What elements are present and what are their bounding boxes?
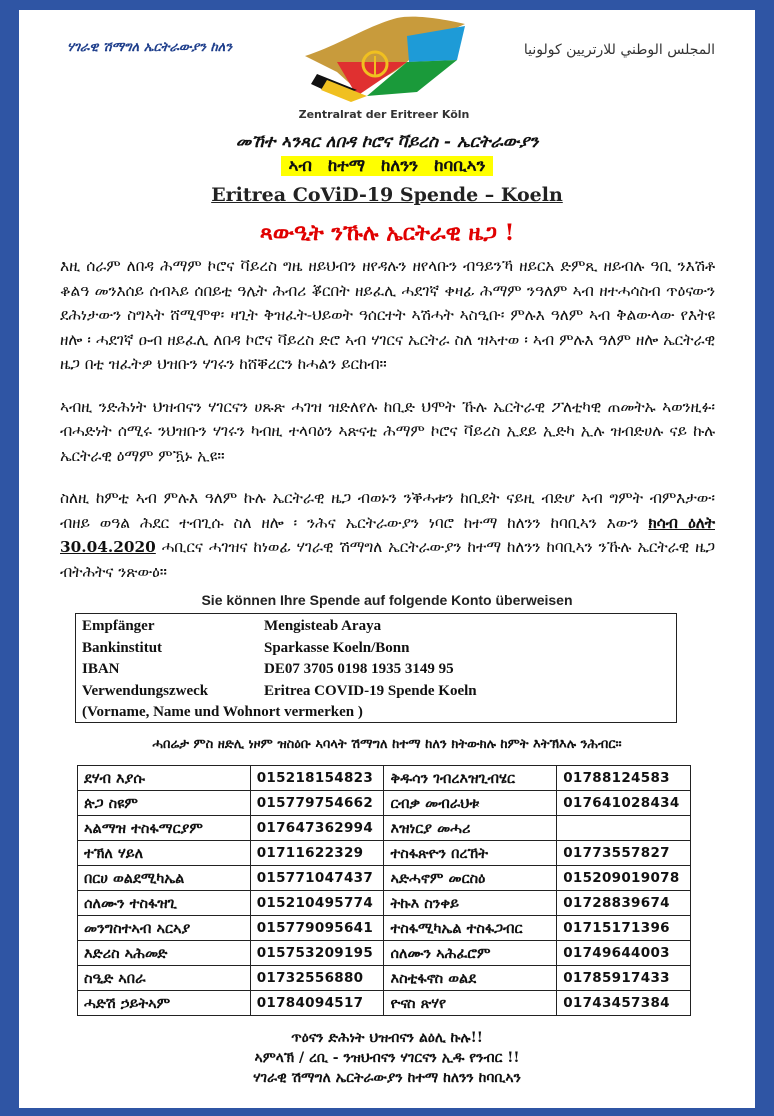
contact-name: ተስፋጽዮን በረኸት bbox=[384, 841, 557, 866]
contact-phone: 015779095641 bbox=[250, 916, 384, 941]
contact-name: ቅዱሳን ገብረእዝጊብሄር bbox=[384, 766, 557, 791]
contact-name: መንግስተኣብ ኣርኣያ bbox=[78, 916, 251, 941]
flyer-page bbox=[19, 10, 755, 1108]
title-line-1: መኸተ ኣንጻር ለበዳ ኮሮና ቫይረስ - ኤርትራውያን bbox=[235, 132, 539, 152]
contact-phone bbox=[557, 816, 691, 841]
contact-phone: 015779754662 bbox=[250, 791, 384, 816]
paragraph-3-text-b: ሓቢርና ሓገዝና ከነወፊ ሃገራዊ ሽማግለ ኤርትራውያን ከተማ ከለንን ከባቢኣን ንኹሉ ኤርትራዊ ዜጋ ብትሕትና ንጽውዕ። bbox=[60, 538, 715, 581]
org-name-tigrinya: ሃገራዊ ሽማግለ ኤርትራውያን ከለን bbox=[67, 40, 233, 55]
contact-name: ትኩእ ስንቀይ bbox=[384, 891, 557, 916]
contact-name: ተስፋሚካኤል ተስፋጋብር bbox=[384, 916, 557, 941]
contact-name: ዮናስ ጽሃየ bbox=[384, 991, 557, 1016]
bank-value: Eritrea COVID-19 Spende Koeln bbox=[264, 682, 477, 699]
contact-phone: 015753209195 bbox=[250, 941, 384, 966]
bank-label: Empfänger bbox=[82, 618, 155, 634]
contact-phone: 015771047437 bbox=[250, 866, 384, 891]
contact-phone: 015209019078 bbox=[557, 866, 691, 891]
bank-value: DE07 3705 0198 1935 3149 95 bbox=[264, 661, 454, 677]
contact-name: ጵጋ ስዩም bbox=[78, 791, 251, 816]
footer bbox=[19, 1028, 755, 1088]
bank-label: Verwendungszweck bbox=[82, 682, 209, 699]
bank-details-box bbox=[75, 613, 677, 723]
contact-name: እድሪስ ኣሕመድ bbox=[78, 941, 251, 966]
table-row bbox=[78, 766, 691, 791]
table-row bbox=[78, 841, 691, 866]
bank-row-institute bbox=[82, 638, 670, 660]
title-line-2-highlight: ኣብ ከተማ ከለንን ከባቢኣን bbox=[281, 156, 494, 176]
table-row bbox=[78, 991, 691, 1016]
contact-phone: 01788124583 bbox=[557, 766, 691, 791]
contact-name: እዝነርያ መሓሪ bbox=[384, 816, 557, 841]
paragraph-3-text-a: ስለዚ ከምቲ ኣብ ምሉእ ዓለም ኩሉ ኤርትራዊ ዜጋ ብወኑን ንቕሓቱን ከቢደት ናይዚ ብድሆ ኣብ ግምት ብምእታው፡ ብዘይ ወዓል ሕደር ተብጊሱ ስለ ዘሎ ፡ ንሕና ኤርትራውያን ነባሮ ከተማ ከለንን ከባቢኣን እውን bbox=[60, 489, 715, 532]
contacts-intro: ሓበሬታ ምስ ዘድሊ ነዞም ዝስዕቡ ኣባላት ሽማግለ ከተማ ከለን ክትውክሉ ከምት እትኽእሉ ንሕብር። bbox=[152, 737, 622, 752]
contact-name: ሰለሙን ተስፋዝጊ bbox=[78, 891, 251, 916]
footer-line-1: ጥዕናን ድሕነት ህዝብናን ልዕሊ ኩሉ!! bbox=[291, 1030, 483, 1046]
bank-label: Bankinstitut bbox=[82, 639, 163, 656]
contact-name: በርሀ ወልደሚካኤል bbox=[78, 866, 251, 891]
contact-phone: 01715171396 bbox=[557, 916, 691, 941]
contact-name: ደሃብ እያሱ bbox=[78, 766, 251, 791]
table-row bbox=[78, 941, 691, 966]
call-headline: ጻውዒት ንኹሉ ኤርትራዊ ዜጋ ! bbox=[259, 220, 515, 246]
donation-notice: Sie können Ihre Spende auf folgende Konto überweisen bbox=[201, 592, 573, 608]
contact-phone: 01743457384 bbox=[557, 991, 691, 1016]
contact-name: ሓድሽ ኃይትኣም bbox=[78, 991, 251, 1016]
bank-row-recipient bbox=[82, 616, 670, 638]
table-row bbox=[78, 816, 691, 841]
org-name-arabic: المجلس الوطني للارتريين كولونيا bbox=[523, 42, 715, 58]
title-line-3: Eritrea CoViD-19 Spende – Koeln bbox=[211, 184, 563, 206]
contact-phone: 01784094517 bbox=[250, 991, 384, 1016]
title-line-2-wrap bbox=[19, 156, 755, 182]
bank-label: IBAN bbox=[82, 661, 120, 677]
contact-name: እስቲፋኖስ ወልደ bbox=[384, 966, 557, 991]
table-row bbox=[78, 916, 691, 941]
contact-phone: 01749644003 bbox=[557, 941, 691, 966]
eritrea-map-logo-icon bbox=[297, 12, 469, 106]
contact-phone: 015210495774 bbox=[250, 891, 384, 916]
contact-phone: 015218154823 bbox=[250, 766, 384, 791]
contact-phone: 01728839674 bbox=[557, 891, 691, 916]
contact-phone: 017641028434 bbox=[557, 791, 691, 816]
contact-phone: 01711622329 bbox=[250, 841, 384, 866]
contact-name: ሰለሙን ኣሕፈሮም bbox=[384, 941, 557, 966]
bank-note: (Vorname, Name und Wohnort vermerken ) bbox=[82, 704, 363, 720]
contact-name: ስዒድ ኣበራ bbox=[78, 966, 251, 991]
contact-name: ኣድሓኖም መርስዕ bbox=[384, 866, 557, 891]
contact-phone: 01773557827 bbox=[557, 841, 691, 866]
paragraph-1: እዚ ሰራም ለበዳ ሕማም ኮሮና ቫይረስ ግዜ ዘይህብን ዘየዳሉን ዘየላቡን ብዓይንኻ ዘይርአ ድምጺ ዘይብሉ ዓቢ ንእሽቶ ቆልዓ መንእሰይ ሰብኣይ ሰበይቲ ዓሌት ሕብሪ ቖርበት ዘይፈሊ ሓደገኛ ቀዛፊ ሕማም ንዓለም ኣብ ዘተሓሳስብ ጥዕናውን ደሕነታውን ስግኣት ሸሚሞዋ፡ ዛጊት ቅዝፈት-ህይወት ዓሰርተት ኣሽሓት ኣስዒቡ፡ ምሉእ ዓለም ኣብ ቅልውላው የእትዩ ዘሎ ፡ ሓደገኛ ዑብ ዘይፈሊ ለበዳ ኮሮና ቫይረስ ድሮ ኣብ ሃገርና ኤርትራ ስለ ዝኣተወ ፡ ኣብ ምሉእ ዓለም ዘሎ ኤርትራዊ ዜጋ በቲ ዝፈትዎ ህዝቡን ሃገሩን ከሸቐረርን ከሓልን ይርከብ። bbox=[60, 257, 715, 373]
contact-phone: 01732556880 bbox=[250, 966, 384, 991]
contacts-table bbox=[77, 765, 691, 1016]
table-row bbox=[78, 891, 691, 916]
paragraph-2: ኣብዚ ንድሕነት ህዝብናን ሃገርናን ሀጹጽ ሓገዝ ዝድለየሉ ከቢድ ህሞት ኹሉ ኤርትራዊ ፖለቲካዊ ጠመትኡ ኣወንዚፉ፡ ብሓድነት ሰሚሩ ንህዝቡን ሃገሩን ካብዚ ተላባዕን ኣጽናቲ ሕማም ኮሮና ቫይረስ ኢደይ ኢድካ ኢሉ ዝብድሀሉ ናይ ኩሉ ኤርትራዊ ዕማም ምዃኑ ኢዩ። bbox=[60, 397, 715, 465]
table-row bbox=[78, 966, 691, 991]
footer-line-2: ኣምላኽ / ረቢ - ንዝህብናን ሃገርናን ኢዱ የንብር !! bbox=[254, 1050, 520, 1066]
contact-phone: 017647362994 bbox=[250, 816, 384, 841]
bank-value: Sparkasse Koeln/Bonn bbox=[264, 639, 410, 656]
contact-name: ኣልማዝ ተስፋማርያም bbox=[78, 816, 251, 841]
footer-line-3: ሃገራዊ ሽማግለ ኤርትራውያን ከተማ ከለንን ከባቢኣን bbox=[253, 1070, 521, 1086]
contact-phone: 01785917433 bbox=[557, 966, 691, 991]
bank-row-purpose bbox=[82, 681, 670, 703]
logo-caption: Zentralrat der Eritreer Köln bbox=[298, 108, 470, 121]
contact-name: ርብቃ መብራህቱ bbox=[384, 791, 557, 816]
contact-name: ተኽለ ሃይለ bbox=[78, 841, 251, 866]
table-row bbox=[78, 791, 691, 816]
bank-row-iban bbox=[82, 659, 670, 681]
paragraph-3 bbox=[60, 486, 715, 584]
table-row bbox=[78, 866, 691, 891]
bank-value: Mengisteab Araya bbox=[264, 618, 382, 634]
deadline-date: ክሳብ ዕለት 30.04.2020 bbox=[60, 513, 715, 556]
header bbox=[19, 10, 755, 128]
